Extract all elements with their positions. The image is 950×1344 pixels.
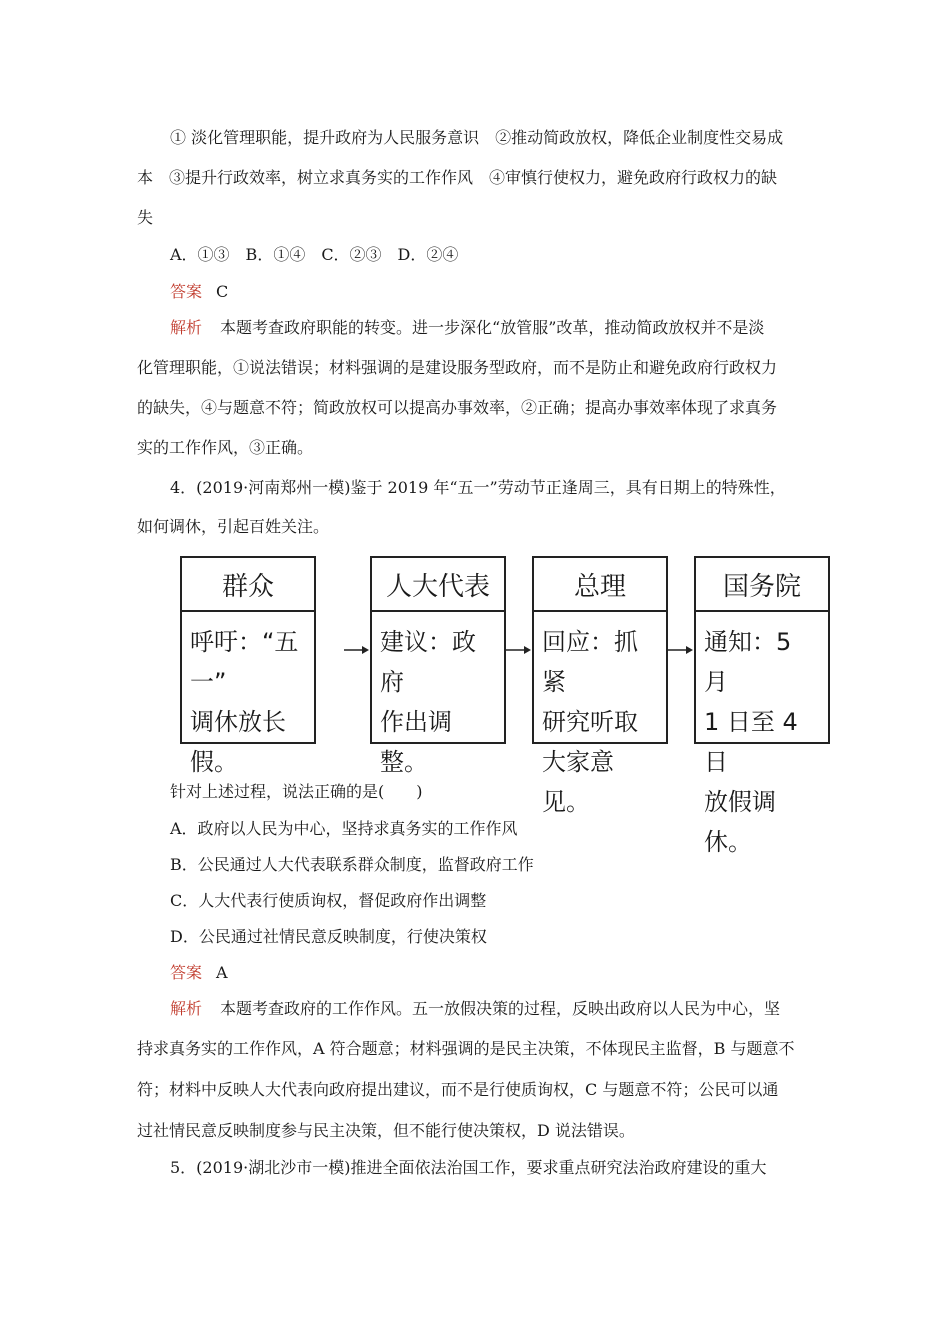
q3-analysis-line-1 <box>170 318 850 338</box>
flow-text-line: 1 日至 4 日 <box>704 708 798 776</box>
q4-option-b: B．公民通过人大代表联系群众制度，监督政府工作 <box>170 855 534 874</box>
flow-box-premier <box>532 556 668 816</box>
arrow-right-icon <box>666 644 694 656</box>
flow-text-line: 作出调整。 <box>380 708 452 776</box>
analysis-text: 本题考查政府的工作作风。五一放假决策的过程，反映出政府以人民为中心，坚 <box>220 999 781 1018</box>
answer-value: C <box>216 282 229 301</box>
q3-analysis-line-4: 实的工作作风，③正确。 <box>137 438 314 457</box>
answer-value: A <box>216 963 228 982</box>
q4-analysis-line-4: 过社情民意反映制度参与民主决策，但不能行使决策权，D 说法错误。 <box>137 1121 635 1140</box>
flow-box-text <box>372 612 504 782</box>
q4-answer <box>170 963 850 983</box>
q4-option-c: C．人大代表行使质询权，督促政府作出调整 <box>170 891 487 910</box>
q4-option-a: A．政府以人民为中心，坚持求真务实的工作作风 <box>170 819 518 838</box>
flow-box-title: 总理 <box>534 558 666 612</box>
flow-box-title: 人大代表 <box>372 558 504 612</box>
q3-choices: A．①③ B．①④ C．②③ D．②④ <box>170 245 459 264</box>
q4-option-d: D．公民通过社情民意反映制度，行使决策权 <box>170 927 487 946</box>
flow-text-line: 回应：抓紧 <box>542 628 638 696</box>
arrow-right-icon <box>342 644 370 656</box>
answer-label: 答案 <box>170 282 203 301</box>
q3-option-line-3: 失 <box>137 208 154 227</box>
q4-analysis-line-1 <box>170 999 850 1019</box>
q3-answer <box>170 282 850 302</box>
flow-text-line: 呼吁：“五一” <box>190 628 299 696</box>
q3-analysis-line-2: 化管理职能，①说法错误；材料强调的是建设服务型政府，而不是防止和避免政府行政权力 <box>137 358 778 377</box>
flow-text-line: 调休放长假。 <box>190 708 286 776</box>
q3-analysis-line-3: 的缺失，④与题意不符；简政放权可以提高办事效率，②正确；提高办事效率体现了求真务 <box>137 398 778 417</box>
analysis-label: 解析 <box>170 318 203 337</box>
q3-option-line-2: 本 ③提升行政效率，树立求真务实的工作作风 ④审慎行使权力，避免政府行政权力的缺 <box>137 168 778 187</box>
q4-analysis-line-3: 符；材料中反映人大代表向政府提出建议，而不是行使质询权，C 与题意不符；公民可以通 <box>137 1080 779 1099</box>
q3-option-line-1: ① 淡化管理职能，提升政府为人民服务意识 ②推动简政放权，降低企业制度性交易成 <box>170 128 784 147</box>
flow-text-line: 大家意见。 <box>542 748 614 816</box>
flow-text-line: 放假调休。 <box>704 788 776 856</box>
flow-text-line: 研究听取 <box>542 708 638 736</box>
answer-label: 答案 <box>170 963 203 982</box>
arrow-right-icon <box>504 644 532 656</box>
q4-stem-line-2: 如何调休，引起百姓关注。 <box>137 517 330 536</box>
q5-stem-line-1: 5．(2019·湖北沙市一模)推进全面依法治国工作，要求重点研究法治政府建设的重大 <box>170 1158 767 1177</box>
flow-text-line: 通知：5 月 <box>704 628 792 696</box>
flow-box-text <box>182 612 314 782</box>
q4-question: 针对上述过程，说法正确的是( ) <box>170 782 423 801</box>
flow-text-line: 建议：政府 <box>380 628 476 696</box>
q4-analysis-line-2: 持求真务实的工作作风，A 符合题意；材料强调的是民主决策，不体现民主监督，B 与题意不 <box>137 1039 795 1058</box>
flow-box-title: 国务院 <box>696 558 828 612</box>
q4-stem-line-1: 4．(2019·河南郑州一模)鉴于 2019 年“五一”劳动节正逢周三，具有日期上的特殊性， <box>170 478 786 497</box>
analysis-label: 解析 <box>170 999 203 1018</box>
flow-box-deputies <box>370 556 506 776</box>
flow-box-state-council <box>694 556 830 856</box>
flow-box-title: 群众 <box>182 558 314 612</box>
analysis-text: 本题考查政府职能的转变。进一步深化“放管服”改革，推动简政放权并不是淡 <box>220 318 765 337</box>
flow-box-masses <box>180 556 316 776</box>
